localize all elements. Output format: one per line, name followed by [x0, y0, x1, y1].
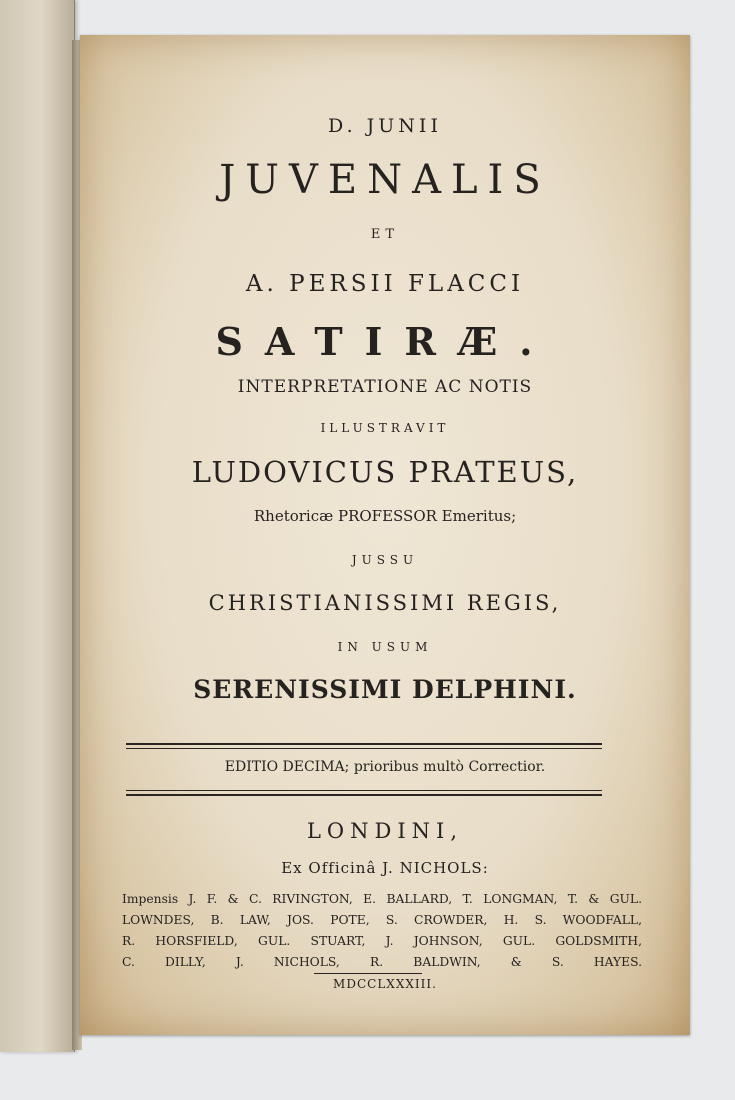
imprint-line: R. HORSFIELD, GUL. STUART, J. JOHNSON, GUL. GOLDSMITH, [122, 934, 642, 948]
top-double-rule-thin [126, 748, 602, 749]
in-usum-line: IN USUM [337, 640, 433, 654]
author-persius: A. PERSII FLACCI [245, 271, 525, 297]
edition-statement: EDITIO DECIMA; prioribus multò Correctior. [224, 759, 546, 775]
author-praenomen: D. JUNII [328, 115, 442, 137]
imprint-line: Impensis J. F. & C. RIVINGTON, E. BALLARD, T. LONGMAN, T. & GUL. [122, 892, 642, 906]
editor-title: Rhetoricæ PROFESSOR Emeritus; [253, 507, 517, 525]
illustravit-line: ILLUSTRAVIT [320, 421, 450, 435]
bottom-double-rule-thin [126, 790, 602, 791]
top-double-rule [126, 743, 602, 745]
imprint-printer: Ex Officinâ J. NICHOLS: [281, 859, 489, 877]
imprint-line: C. DILLY, J. NICHOLS, R. BALDWIN, & S. HAYES. [122, 955, 642, 969]
delphini-line: SERENISSIMI DELPHINI. [193, 675, 577, 704]
date-rule [314, 973, 422, 974]
imprint-year: MDCCLXXXIII. [333, 977, 437, 991]
conjunction-et: ET [370, 227, 400, 242]
editor-name: LUDOVICUS PRATEUS, [191, 455, 579, 489]
title-page-text [80, 35, 690, 1035]
facing-page [0, 0, 75, 1052]
work-title: SATIRÆ. [215, 319, 555, 364]
royal-command: CHRISTIANISSIMI REGIS, [208, 591, 562, 615]
imprint-city: LONDINI, [306, 819, 463, 843]
title-page [80, 35, 690, 1035]
bottom-double-rule [126, 794, 602, 796]
author-juvenal: JUVENALIS [219, 157, 551, 203]
imprint-line: LOWNDES, B. LAW, JOS. POTE, S. CROWDER, H. S. WOODFALL, [122, 913, 642, 927]
jussu-line: JUSSU [351, 553, 419, 567]
subtitle-line: INTERPRETATIONE AC NOTIS [237, 377, 533, 397]
